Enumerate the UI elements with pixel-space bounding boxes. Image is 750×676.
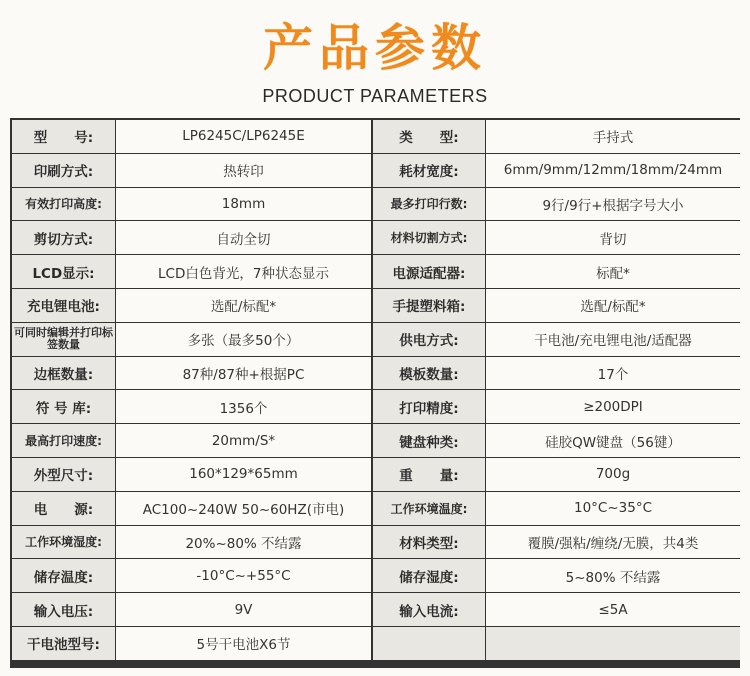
param-label: 符 号 库: <box>12 390 116 423</box>
param-label: 供电方式: <box>372 323 486 356</box>
param-value: 700g <box>486 458 740 491</box>
param-label: 模板数量: <box>372 357 486 390</box>
param-label: 最高打印速度: <box>12 424 116 457</box>
param-label: 键盘种类: <box>372 424 486 457</box>
param-label: 材料切割方式: <box>372 221 486 254</box>
param-label: 储存温度: <box>12 559 116 592</box>
param-value: 160*129*65mm <box>116 458 372 491</box>
param-value: 多张（最多50个） <box>116 323 372 356</box>
param-label: 储存湿度: <box>372 559 486 592</box>
param-value: 6mm/9mm/12mm/18mm/24mm <box>486 154 740 187</box>
param-value: 选配/标配* <box>116 289 372 322</box>
param-label: 材料类型: <box>372 526 486 559</box>
param-label <box>372 627 486 660</box>
param-value: 硅胶QW键盘（56键） <box>486 424 740 457</box>
param-value: 选配/标配* <box>486 289 740 322</box>
param-value: LCD白色背光，7种状态显示 <box>116 255 372 288</box>
param-value: 干电池/充电锂电池/适配器 <box>486 323 740 356</box>
param-label: 有效打印高度: <box>12 188 116 221</box>
param-label: 类 型: <box>372 120 486 153</box>
param-value: ≥200DPI <box>486 390 740 423</box>
page-subtitle: PRODUCT PARAMETERS <box>262 86 488 106</box>
param-value: 手持式 <box>486 120 740 153</box>
param-value: 9行/9行+根据字号大小 <box>486 188 740 221</box>
param-label: 重 量: <box>372 458 486 491</box>
param-label: 最多打印行数: <box>372 188 486 221</box>
param-value <box>486 627 740 660</box>
param-label: 输入电流: <box>372 593 486 626</box>
param-value: 5号干电池X6节 <box>116 627 372 660</box>
parameter-grid <box>12 120 738 660</box>
param-label: 工作环境湿度: <box>12 526 116 559</box>
param-value: 自动全切 <box>116 221 372 254</box>
param-label: 干电池型号: <box>12 627 116 660</box>
page-title: 产品参数 <box>263 19 487 77</box>
param-value: 5~80% 不结露 <box>486 559 740 592</box>
param-label: 充电锂电池: <box>12 289 116 322</box>
param-value: 10°C~35°C <box>486 492 740 525</box>
param-value: 17个 <box>486 357 740 390</box>
param-label: 外型尺寸: <box>12 458 116 491</box>
param-label: 手提塑料箱: <box>372 289 486 322</box>
param-label: LCD显示: <box>12 255 116 288</box>
parameter-table <box>10 118 740 668</box>
param-value: 9V <box>116 593 372 626</box>
param-value: ≤5A <box>486 593 740 626</box>
param-value: 18mm <box>116 188 372 221</box>
param-label: 电 源: <box>12 492 116 525</box>
param-value: 覆膜/强粘/缠绕/无膜，共4类 <box>486 526 740 559</box>
param-label: 型 号: <box>12 120 116 153</box>
param-label: 打印精度: <box>372 390 486 423</box>
param-value: 1356个 <box>116 390 372 423</box>
param-label: 工作环境温度: <box>372 492 486 525</box>
param-value: 标配* <box>486 255 740 288</box>
param-label: 印刷方式: <box>12 154 116 187</box>
param-label: 耗材宽度: <box>372 154 486 187</box>
param-value: 背切 <box>486 221 740 254</box>
param-label: 边框数量: <box>12 357 116 390</box>
param-label: 输入电压: <box>12 593 116 626</box>
param-value: 87种/87种+根据PC <box>116 357 372 390</box>
param-label: 剪切方式: <box>12 221 116 254</box>
param-label: 可同时编辑并打印标签数量 <box>12 323 116 356</box>
param-value: AC100~240W 50~60HZ(市电) <box>116 492 372 525</box>
param-label: 电源适配器: <box>372 255 486 288</box>
param-value: LP6245C/LP6245E <box>116 120 372 153</box>
param-value: 热转印 <box>116 154 372 187</box>
param-value: 20%~80% 不结露 <box>116 526 372 559</box>
param-value: -10°C~+55°C <box>116 559 372 592</box>
param-value: 20mm/S* <box>116 424 372 457</box>
